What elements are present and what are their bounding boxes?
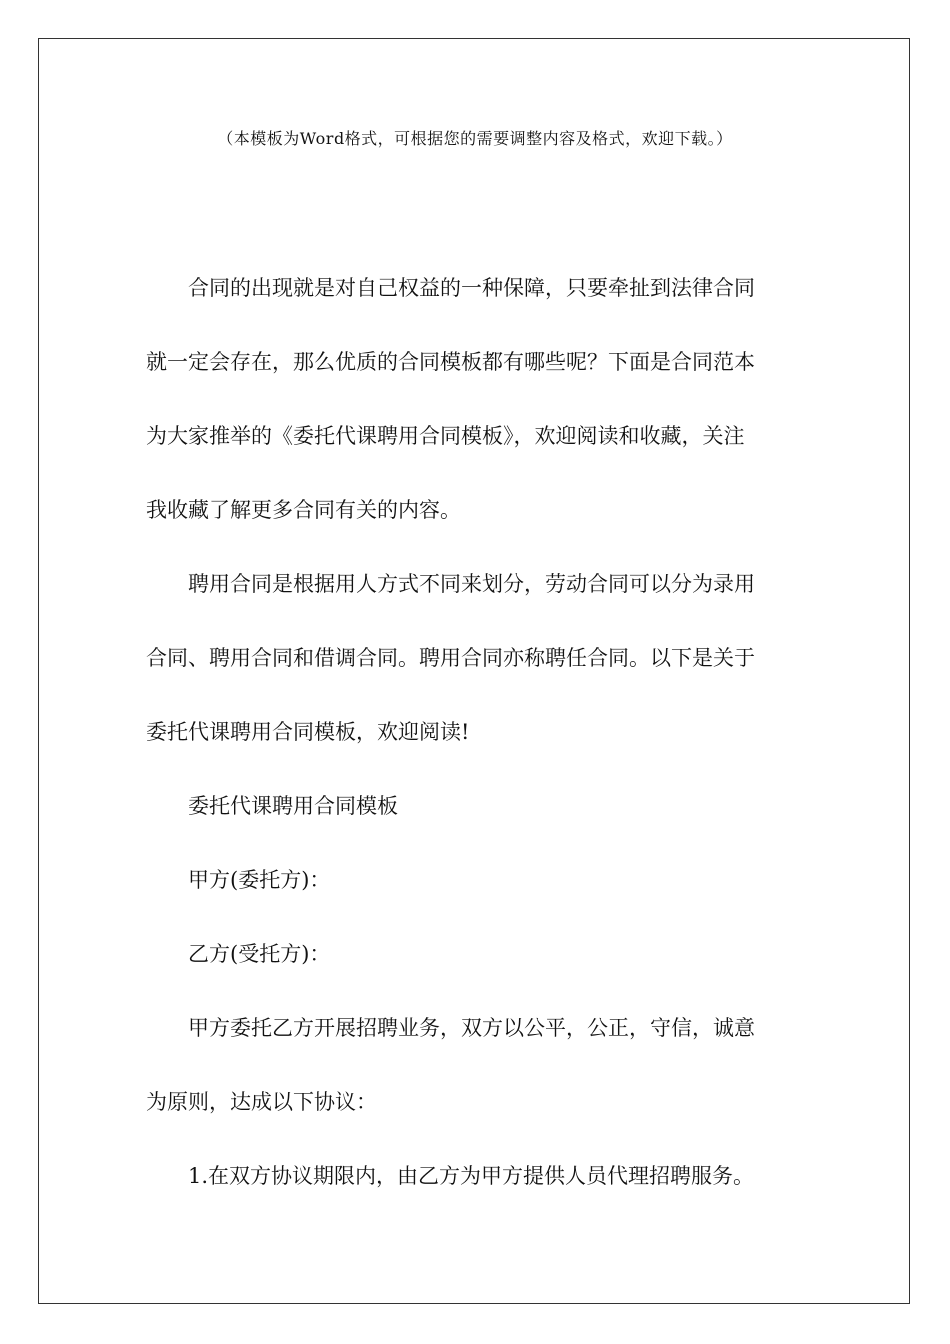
intro-paragraph — [146, 270, 796, 566]
party-b-line — [146, 936, 796, 1010]
text-line: 聘用合同是根据用人方式不同来划分，劳动合同可以分为录用 — [188, 572, 755, 596]
text-line: 就一定会存在，那么优质的合同模板都有哪些呢？下面是合同范本 — [146, 350, 755, 374]
text-line: 为大家推举的《委托代课聘用合同模板》，欢迎阅读和收藏，关注 — [146, 424, 745, 448]
definition-paragraph — [146, 566, 796, 788]
template-notice: （本模板为Word格式，可根据您的需要调整内容及格式，欢迎下载。） — [217, 129, 733, 148]
document-body — [146, 270, 796, 1232]
text-line: 委托代课聘用合同模板，欢迎阅读! — [146, 720, 470, 744]
agreement-paragraph — [146, 1010, 796, 1158]
contract-title — [146, 788, 796, 862]
text-line: 甲方(委托方)： — [188, 868, 331, 892]
text-line: 1.在双方协议期限内，由乙方为甲方提供人员代理招聘服务。 — [188, 1164, 755, 1188]
text-line: 甲方委托乙方开展招聘业务，双方以公平，公正，守信，诚意 — [188, 1016, 755, 1040]
party-a-line — [146, 862, 796, 936]
text-line: 为原则，达成以下协议： — [146, 1090, 377, 1114]
text-line: 我收藏了解更多合同有关的内容。 — [146, 498, 461, 522]
text-line: 合同、聘用合同和借调合同。聘用合同亦称聘任合同。以下是关于 — [146, 646, 755, 670]
clause-1 — [146, 1158, 796, 1232]
text-line: 委托代课聘用合同模板 — [188, 794, 398, 818]
text-line: 合同的出现就是对自己权益的一种保障，只要牵扯到法律合同 — [188, 276, 755, 300]
text-line: 乙方(受托方)： — [188, 942, 331, 966]
